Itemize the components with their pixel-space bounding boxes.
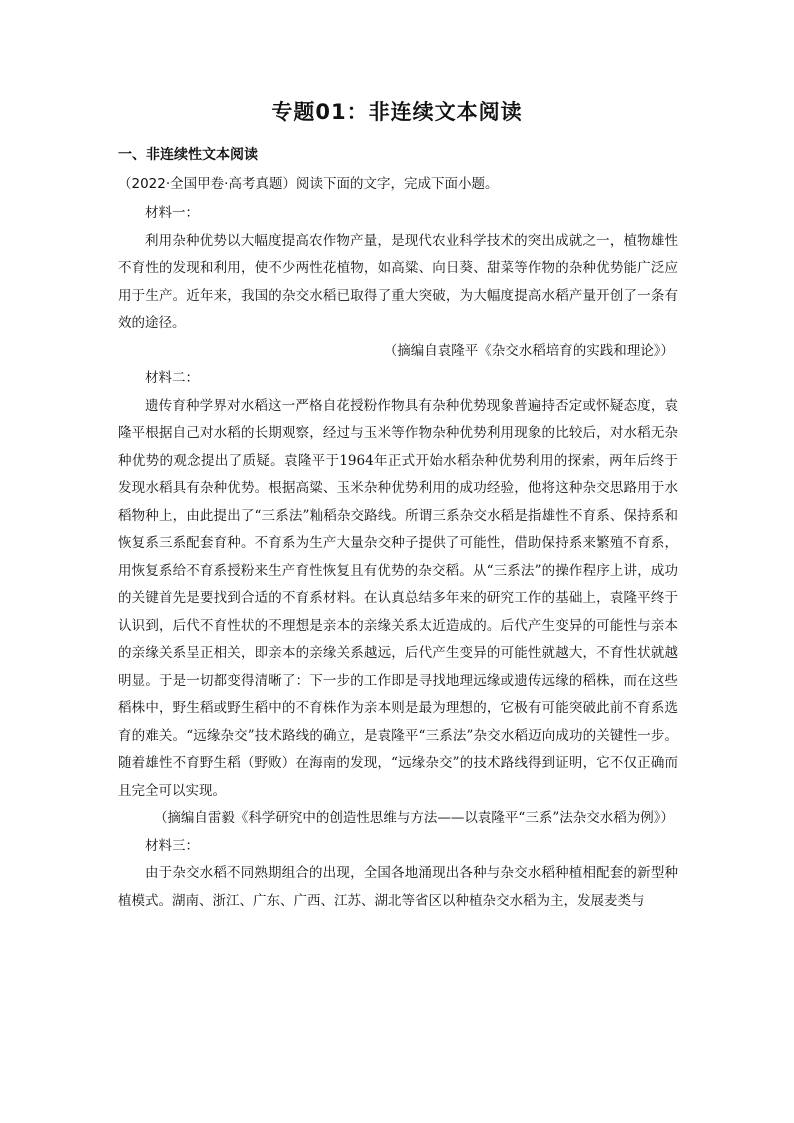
material3-text: 由于杂交水稻不同熟期组合的出现，全国各地涌现出各种与杂交水稻种植相配套的新型种植模式。湖南、浙江、广东、广西、江苏、湖北等省区以种植杂交水稻为主，发展麦类与: [118, 865, 678, 909]
material3-label: 材料三：: [145, 837, 199, 854]
page-title: 专题01：非连续文本阅读: [271, 100, 523, 124]
section-heading: 一、非连续性文本阅读: [118, 147, 258, 163]
material1-label: 材料一：: [145, 205, 199, 221]
material2-label: 材料二：: [145, 370, 199, 386]
reading-content: [118, 200, 678, 915]
material1-source: （摘编自袁隆平《杂交水稻培育的实践和理论》）: [383, 342, 674, 359]
material2-text: 遗传育种学界对水稻这一严格自花授粉作物具有杂种优势现象普遍持否定或怀疑态度，袁隆平根据自己对水稻的长期观察，经过与玉米等作物杂种优势利用现象的比较后，对水稻无杂种优势的观念提出了质疑。袁隆平于1964年正式开始水稻杂种优势利用的探索，两年后终于发现水稻具有杂种优势。根据高粱、玉米杂种优势利用的成功经验，他将这种杂交思路用于水稻物种上，由此提出了“三系法”籼稻杂交路线。所谓三系杂交水稻是指雄性不育系、保持系和恢复系三系配套育种。不育系为生产大量杂交种子提供了可能性，借助保持系来繁殖不育系，用恢复系给不育系授粉来生产育性恢复且有优势的杂交稻。从“三系法”的操作程序上讲，成功的关键首先是要找到合适的不育系材料。在认真总结多年来的研究工作的基础上，袁隆平终于认识到，后代不育性状的不理想是亲本的亲缘关系太近造成的。后代产生变异的可能性与亲本的亲缘关系呈正相关，即亲本的亲缘关系越远，后代产生变异的可能性就越大，不育性状就越明显。于是一切都变得清晰了：下一步的工作即是寻找地理远缘或遗传远缘的稻株，而在这些稻株中，野生稻或野生稻中的不育株作为亲本则是最为理想的，它极有可能突破此前不育系选育的难关。“远缘杂交”技术路线的确立，是袁隆平“三系法”杂交水稻迈向成功的关键性一步。随着雄性不育野生稻（野败）在海南的发现，“远缘杂交”的技术路线得到证明，它不仅正确而且完全可以实现。: [118, 397, 678, 799]
material1-text: 利用杂种优势以大幅度提高农作物产量，是现代农业科学技术的突出成就之一，植物雄性不育性的发现和利用，使不少两性花植物，如高粱、向日葵、甜菜等作物的杂种优势能广泛应用于生产。近年来，我国的杂交水稻已取得了重大突破，为大幅度提高水稻产量开创了一条有效的途径。: [118, 232, 678, 331]
question-intro: （2022·全国甲卷·高考真题）阅读下面的文字，完成下面小题。: [118, 176, 499, 192]
material2-source: （摘编自雷毅《科学研究中的创造性思维与方法——以袁隆平“三系”法杂交水稻为例》）: [153, 810, 674, 826]
